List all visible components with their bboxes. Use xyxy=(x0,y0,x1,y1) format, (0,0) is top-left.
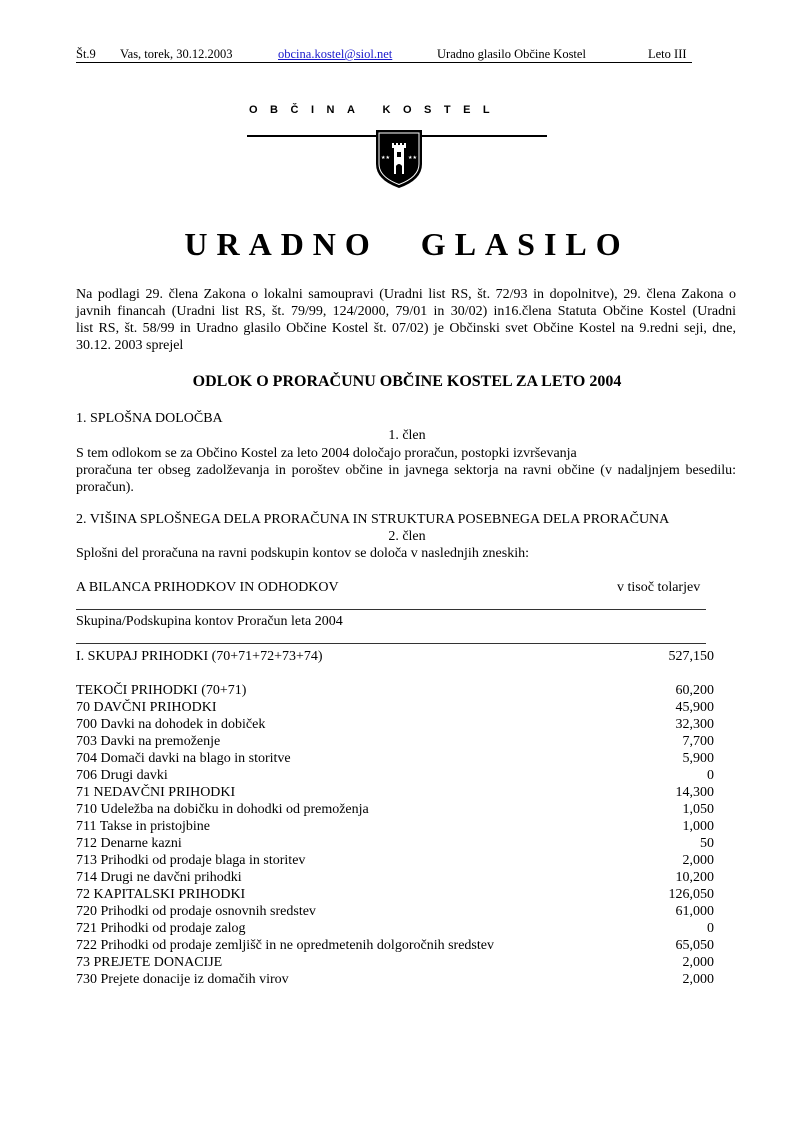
table-column-header: Skupina/Podskupina kontov Proračun leta 2004 xyxy=(76,614,343,629)
row-value: 14,300 xyxy=(675,785,714,800)
coat-of-arms-icon xyxy=(372,128,426,190)
table-row xyxy=(76,954,714,971)
gazette-title-word1: URADNO xyxy=(184,226,379,262)
intro-line: Na podlagi 29. člena Zakona o lokalni samoupravi (Uradni list RS, št. 72/93 in dopolnitve), 29. člena Zakona o xyxy=(76,287,736,302)
gazette-title-word2: GLASILO xyxy=(420,226,630,262)
row-label: 704 Domači davki na blago in storitve xyxy=(76,751,291,766)
row-value: 61,000 xyxy=(675,904,714,919)
row-value: 7,700 xyxy=(682,734,714,749)
table-row xyxy=(76,784,714,801)
row-value: 0 xyxy=(707,768,714,783)
table-row xyxy=(76,835,714,852)
svg-text:★★: ★★ xyxy=(408,155,417,161)
row-value: 5,900 xyxy=(682,751,714,766)
row-value: 0 xyxy=(707,921,714,936)
header-rule xyxy=(76,62,692,63)
section1-line: S tem odlokom se za Občino Kostel za leto 2004 določajo proračun, postopki izvrševanja xyxy=(76,446,577,461)
intro-paragraph xyxy=(76,286,736,354)
intro-line: 30.12. 2003 sprejel xyxy=(76,338,184,353)
row-label: 712 Denarne kazni xyxy=(76,836,182,851)
table-row xyxy=(76,920,714,937)
row-value: 32,300 xyxy=(675,717,714,732)
row-label: 71 NEDAVČNI PRIHODKI xyxy=(76,785,236,800)
table-row xyxy=(76,971,714,988)
table-row xyxy=(76,682,714,699)
section1-line: proračun). xyxy=(76,480,134,495)
table-title: A BILANCA PRIHODKOV IN ODHODKOV xyxy=(76,580,339,595)
row-label: 703 Davki na premoženje xyxy=(76,734,221,749)
row-value: 45,900 xyxy=(675,700,714,715)
row-label: 706 Drugi davki xyxy=(76,768,168,783)
row-label: 700 Davki na dohodek in dobiček xyxy=(76,717,266,732)
table-row xyxy=(76,869,714,886)
svg-text:★★: ★★ xyxy=(381,155,390,161)
row-label: 73 PREJETE DONACIJE xyxy=(76,955,223,970)
row-value: 2,000 xyxy=(682,955,714,970)
row-value: 1,050 xyxy=(682,802,714,817)
section2-heading: 2. VIŠINA SPLOŠNEGA DELA PRORAČUNA IN STRUKTURA POSEBNEGA DELA PRORAČUNA xyxy=(76,512,670,527)
table-row xyxy=(76,852,714,869)
row-label: I. SKUPAJ PRIHODKI (70+71+72+73+74) xyxy=(76,649,323,664)
table-row xyxy=(76,750,714,767)
row-label: 713 Prihodki od prodaje blaga in storitev xyxy=(76,853,306,868)
intro-line: javnih financah (Uradni list RS, št. 79/99, 124/2000, 79/01 in 30/02) in16.člena Statuta Občine Kostel (Uradni xyxy=(76,304,736,319)
header-email-link[interactable]: obcina.kostel@siol.net xyxy=(278,47,393,61)
row-label: 711 Takse in pristojbine xyxy=(76,819,210,834)
intro-line: list RS, št. 58/99 in Uradno glasilo Občine Kostel št. 07/02) je Občinski svet Občine Kostel na 9.redni seji, dne, xyxy=(76,321,736,336)
table-rule xyxy=(76,643,706,645)
table-row xyxy=(76,801,714,818)
municipality-name: OBČINA KOSTEL xyxy=(249,104,503,116)
row-label: TEKOČI PRIHODKI (70+71) xyxy=(76,683,247,698)
section2-text: Splošni del proračuna na ravni podskupin kontov se določa v naslednjih zneskih: xyxy=(76,546,529,561)
gazette-title xyxy=(0,226,794,263)
table-row xyxy=(76,937,714,954)
section1-article: 1. člen xyxy=(388,428,426,443)
row-value: 126,050 xyxy=(668,887,714,902)
table-row xyxy=(76,818,714,835)
row-value: 1,000 xyxy=(682,819,714,834)
row-value: 60,200 xyxy=(675,683,714,698)
row-label: 722 Prihodki od prodaje zemljišč in ne opredmetenih dolgoročnih sredstev xyxy=(76,938,494,953)
table-row xyxy=(76,716,714,733)
section1-paragraph xyxy=(76,445,736,496)
table-row xyxy=(76,733,714,750)
decree-title: ODLOK O PRORAČUNU OBČINE KOSTEL ZA LETO 2004 xyxy=(192,373,622,390)
row-label: 72 KAPITALSKI PRIHODKI xyxy=(76,887,246,902)
header-issue: Št.9 xyxy=(76,47,96,61)
row-label: 721 Prihodki od prodaje zalog xyxy=(76,921,246,936)
table-row xyxy=(76,648,714,665)
table-row xyxy=(76,886,714,903)
table-rule xyxy=(76,609,706,611)
row-value: 50 xyxy=(700,836,714,851)
header-year: Leto III xyxy=(648,47,687,61)
row-label: 720 Prihodki od prodaje osnovnih sredstev xyxy=(76,904,316,919)
row-value: 2,000 xyxy=(682,972,714,987)
row-label: 710 Udeležba na dobičku in dohodki od premoženja xyxy=(76,802,369,817)
table-row xyxy=(76,903,714,920)
section2-article: 2. člen xyxy=(388,529,426,544)
header-date: Vas, torek, 30.12.2003 xyxy=(120,47,233,61)
row-label: 70 DAVČNI PRIHODKI xyxy=(76,700,217,715)
table-unit: v tisoč tolarjev xyxy=(617,580,701,595)
table-row xyxy=(76,767,714,784)
row-value: 527,150 xyxy=(668,649,714,664)
row-value: 2,000 xyxy=(682,853,714,868)
section1-line: proračuna ter obseg zadolževanja in poroštev občine in javnega sektorja na ravni občine (v nadaljnjem besedilu: xyxy=(76,463,736,478)
row-label: 730 Prejete donacije iz domačih virov xyxy=(76,972,289,987)
row-value: 65,050 xyxy=(675,938,714,953)
row-label: 714 Drugi ne davčni prihodki xyxy=(76,870,242,885)
table-row xyxy=(76,699,714,716)
row-value: 10,200 xyxy=(675,870,714,885)
section1-heading: 1. SPLOŠNA DOLOČBA xyxy=(76,411,223,426)
header-publication: Uradno glasilo Občine Kostel xyxy=(437,47,586,61)
